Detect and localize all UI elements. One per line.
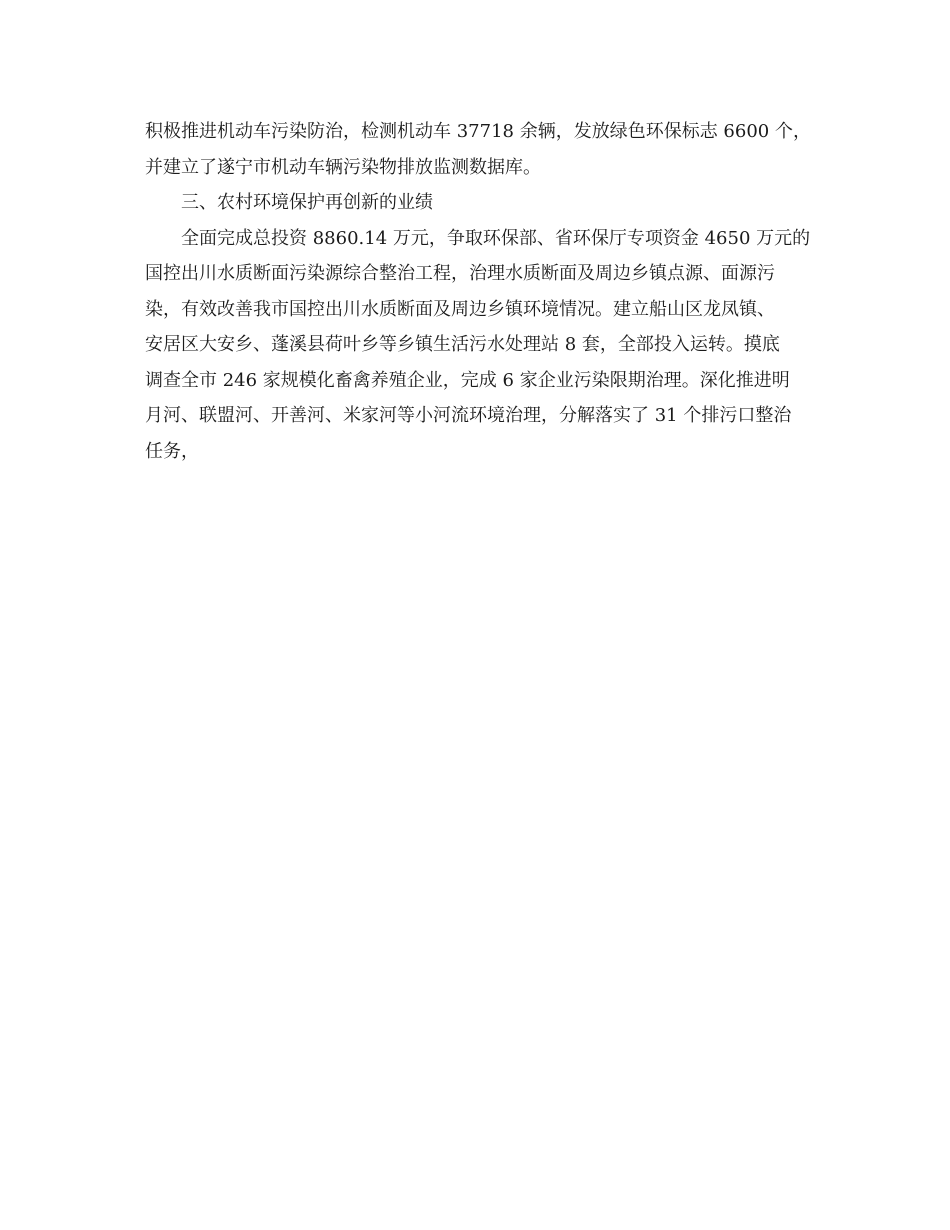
- text-line: 并建立了遂宁市机动车辆污染物排放监测数据库。: [145, 156, 541, 178]
- text-line: 染，有效改善我市国控出川水质断面及周边乡镇环境情况。建立船山区龙凤镇、: [145, 298, 775, 320]
- text-line: 全面完成总投资 8860.14 万元，争取环保部、省环保厅专项资金 4650 万元的: [181, 227, 811, 249]
- document-body: [145, 114, 810, 469]
- text-line: 月河、联盟河、开善河、米家河等小河流环境治理，分解落实了 31 个排污口整治: [145, 405, 792, 426]
- text-line: 任务，: [145, 440, 199, 462]
- text-line: 安居区大安乡、蓬溪县荷叶乡等乡镇生活污水处理站 8 套，全部投入运转。摸底: [145, 334, 780, 355]
- text-line: 调查全市 246 家规模化畜禽养殖企业，完成 6 家企业污染限期治理。深化推进明: [145, 369, 790, 391]
- text-line: 国控出川水质断面污染源综合整治工程，治理水质断面及周边乡镇点源、面源污: [145, 263, 775, 284]
- text-line: 积极推进机动车污染防治，检测机动车 37718 余辆，发放绿色环保标志 6600 个，: [145, 121, 811, 142]
- paragraph-rural-investment: [145, 221, 810, 470]
- paragraph-vehicle-pollution: [145, 114, 810, 185]
- section-heading-rural-environment: [145, 185, 810, 221]
- section-heading-text: 三、农村环境保护再创新的业绩: [181, 192, 433, 213]
